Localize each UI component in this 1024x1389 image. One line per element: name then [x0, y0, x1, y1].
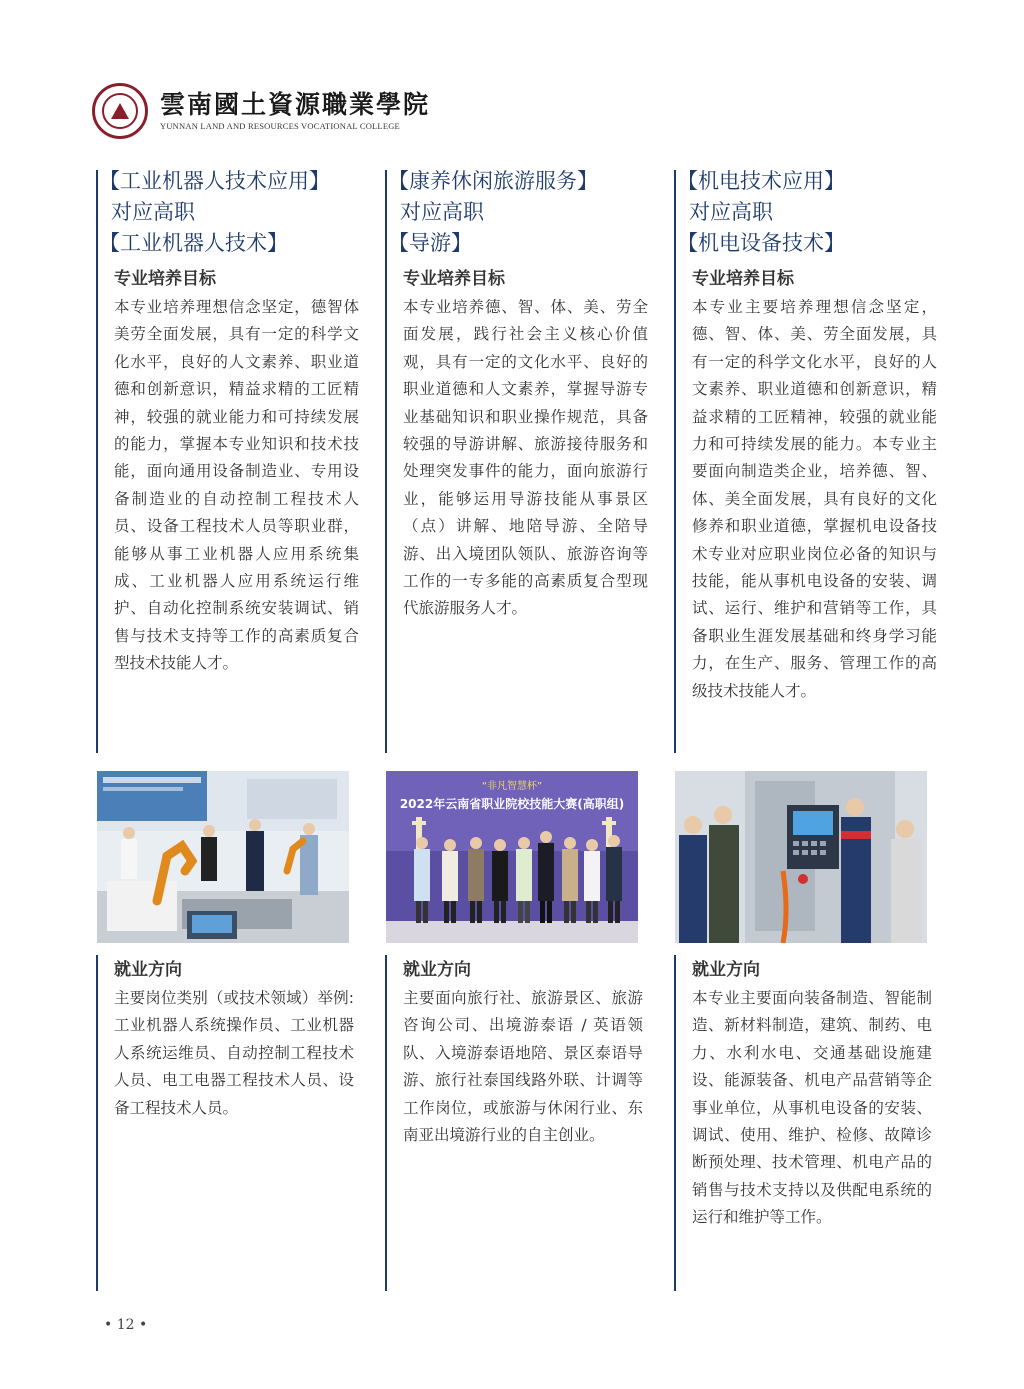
program-title-line: 【导游】: [388, 231, 472, 255]
training-goal-heading: 专业培养目标: [692, 269, 794, 289]
page-number: • 12 •: [104, 1317, 148, 1333]
robot-lab-photo: [97, 771, 349, 943]
employment-section-electromechanical: [692, 958, 932, 1232]
program-title-line: 对应高职: [400, 200, 484, 224]
program-title: [99, 166, 359, 259]
training-goal-heading: 专业培养目标: [114, 269, 216, 289]
program-title-line: 对应高职: [111, 200, 195, 224]
program-title-line: 【工业机器人技术应用】: [99, 169, 330, 193]
program-title: [677, 166, 937, 259]
employment-section-tourism: [403, 958, 643, 1149]
program-title-line: 【机电设备技术】: [677, 231, 845, 255]
column-1-bottom-line: [96, 955, 98, 1291]
program-title-line: 【工业机器人技术】: [99, 231, 288, 255]
employment-heading: 就业方向: [692, 960, 760, 980]
employment-heading: 就业方向: [403, 960, 471, 980]
banner-top-text: “非凡智慧杯”: [481, 781, 543, 792]
college-seal-logo: [92, 83, 148, 139]
training-goal-text: 本专业培养理想信念坚定，德智体美劳全面发展，具有一定的科学文化水平，良好的人文素养、职业道德和创新意识，精益求精的工匠精神，较强的就业能力和可持续发展的能力，掌握本专业知识和技术技能，面向通用设备制造业、专用设备制造业的自动控制工程技术人员、设备工程技术人员等职业群，能够从事工业机器人应用系统集成、工业机器人应用系统运行维护、自动化控制系统安装调试、销售与技术支持等工作的高素质复合型技术技能人才。: [114, 298, 359, 673]
program-column-tourism: [386, 166, 648, 623]
employment-text: 本专业主要面向装备制造、智能制造、新材料制造，建筑、制药、电力、水利水电、交通基础设施建设、能源装备、机电产品营销等企事业单位，从事机电设备的安装、调试、使用、维护、检修、故障诊断预处理、技术管理、机电产品的销售与技术支持以及供配电系统的运行和维护等工作。: [692, 989, 932, 1227]
program-title-line: 【机电技术应用】: [677, 169, 845, 193]
college-name: [160, 91, 430, 131]
training-goal-text: 本专业培养德、智、体、美、劳全面发展，践行社会主义核心价值观，具有一定的文化水平、良好的职业道德和人文素养，掌握导游专业基础知识和职业操作规范，具备较强的导游讲解、旅游接待服务和处理突发事件的能力，面向旅游行业，能够运用导游技能从事景区（点）讲解、地陪导游、全陪导游、出入境团队领队、旅游咨询等工作的一专多能的高素质复合型现代旅游服务人才。: [403, 298, 648, 618]
college-header: [92, 82, 430, 140]
tourism-competition-photo: [386, 771, 638, 943]
employment-section-industrial-robot: [114, 958, 354, 1122]
program-title-line: 对应高职: [689, 200, 773, 224]
employment-text: 主要面向旅行社、旅游景区、旅游咨询公司、出境游泰语 / 英语领队、入境游泰语地陪、景区泰语导游、旅行社泰国线路外联、计调等工作岗位，或旅游与休闲行业、东南亚出境游行业的自主创业。: [403, 989, 643, 1145]
college-name-cn: 雲南國土資源職業學院: [160, 90, 431, 119]
program-title-line: 【康养休闲旅游服务】: [388, 169, 598, 193]
training-goal-heading: 专业培养目标: [403, 269, 505, 289]
banner-main-text: 2022年云南省职业院校技能大赛(高职组): [399, 797, 625, 811]
employment-text: 主要岗位类别（或技术领域）举例: 工业机器人系统操作员、工业机器人系统运维员、自动控制工程技术人员、电工电器工程技术人员、设备工程技术人员。: [114, 989, 354, 1117]
employment-heading: 就业方向: [114, 960, 182, 980]
college-name-en: YUNNAN LAND AND RESOURCES VOCATIONAL COLLEGE: [160, 121, 400, 131]
program-column-industrial-robot: [97, 166, 359, 678]
program-title: [388, 166, 648, 259]
training-goal-text: 本专业主要培养理想信念坚定，德、智、体、美、劳全面发展，具有一定的科学文化水平，良好的人文素养、职业道德和创新意识，精益求精的工匠精神，较强的就业能力和可持续发展的能力。本专业主要面向制造类企业，培养德、智、体、美全面发展，具有良好的文化修养和职业道德，掌握机电设备技术专业对应职业岗位必备的知识与技能，能从事机电设备的安装、调试、运行、维护和营销等工作，具备职业生涯发展基础和终身学习能力，在生产、服务、管理工作的高级技术技能人才。: [692, 298, 937, 700]
cnc-machine-photo: [675, 771, 927, 943]
column-3-bottom-line: [674, 955, 676, 1291]
column-2-bottom-line: [385, 955, 387, 1291]
program-column-electromechanical: [675, 166, 937, 705]
